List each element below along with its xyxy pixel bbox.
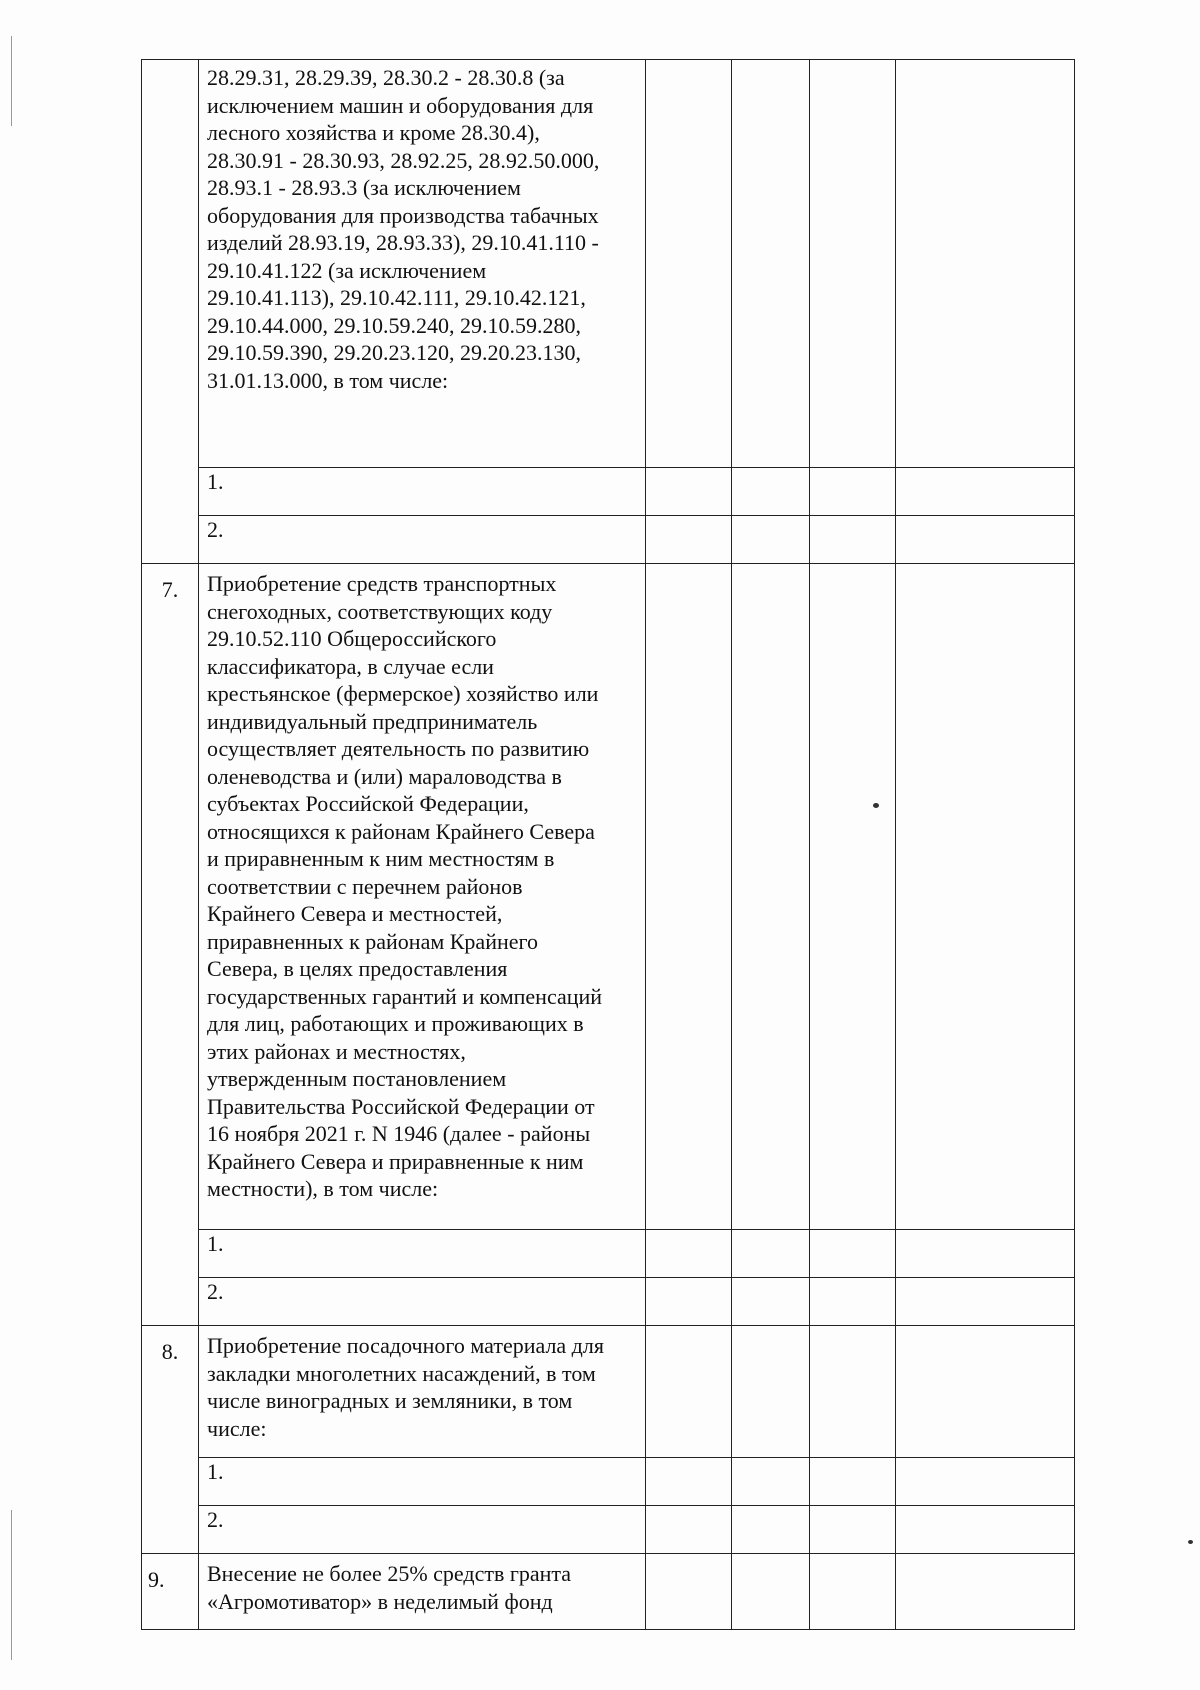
subrow-number: 2. xyxy=(199,1506,646,1554)
table-cell xyxy=(646,516,732,564)
table-cell xyxy=(896,1506,1075,1554)
table-row xyxy=(142,564,1075,1230)
table-cell xyxy=(646,1326,732,1458)
table-cell xyxy=(810,516,896,564)
scan-edge-line xyxy=(11,36,12,126)
table-cell xyxy=(896,516,1075,564)
table-subrow xyxy=(142,1458,1075,1506)
table-cell xyxy=(646,1554,732,1630)
table-subrow xyxy=(142,468,1075,516)
subrow-number: 1. xyxy=(199,1230,646,1278)
scan-speck xyxy=(1188,1540,1193,1544)
table-cell xyxy=(732,60,810,468)
table-cell xyxy=(646,564,732,1230)
table-cell xyxy=(810,564,896,1230)
table-row xyxy=(142,60,1075,468)
subrow-number: 1. xyxy=(199,468,646,516)
table-cell xyxy=(732,468,810,516)
table-cell xyxy=(732,1458,810,1506)
row-number xyxy=(142,60,199,564)
row-description: 28.29.31, 28.29.39, 28.30.2 - 28.30.8 (за исключением машин и оборудования для лесного хозяйства и кроме 28.30.4), 28.30.91 - 28.30.93, 28.92.25, 28.92.50.000, 28.93.1 - 28.93.3 (за исключением оборудования для производства табачных изделий 28.93.19, 28.93.33), 29.10.41.110 - 29.10.41.122 (за исключением 29.10.41.113), 29.10.42.111, 29.10.42.121, 29.10.44.000, 29.10.59.240, 29.10.59.280, 29.10.59.390, 29.20.23.120, 29.20.23.130, 31.01.13.000, в том числе: xyxy=(199,60,646,468)
table-subrow xyxy=(142,1230,1075,1278)
table-cell xyxy=(732,516,810,564)
table-cell xyxy=(810,1458,896,1506)
table-cell xyxy=(646,1506,732,1554)
table-cell xyxy=(810,1506,896,1554)
table-row xyxy=(142,1554,1075,1630)
subrow-number: 2. xyxy=(199,1278,646,1326)
table-cell xyxy=(732,1326,810,1458)
table-cell xyxy=(732,1554,810,1630)
table-cell xyxy=(810,468,896,516)
table-cell xyxy=(896,1458,1075,1506)
table-cell xyxy=(896,468,1075,516)
table-cell xyxy=(810,1278,896,1326)
table-cell xyxy=(896,60,1075,468)
table-cell xyxy=(896,1278,1075,1326)
row-number: 7. xyxy=(142,564,199,1326)
table-cell xyxy=(896,564,1075,1230)
table-cell xyxy=(732,564,810,1230)
table-cell xyxy=(896,1230,1075,1278)
table-cell xyxy=(646,1230,732,1278)
row-description: Приобретение посадочного материала для закладки многолетних насаждений, в том числе виноградных и земляники, в том числе: xyxy=(199,1326,646,1458)
table-cell xyxy=(646,468,732,516)
table-cell xyxy=(810,1554,896,1630)
table-cell xyxy=(732,1230,810,1278)
table-subrow xyxy=(142,516,1075,564)
table-cell xyxy=(732,1506,810,1554)
table-cell xyxy=(896,1326,1075,1458)
table-subrow xyxy=(142,1506,1075,1554)
table-cell xyxy=(732,1278,810,1326)
table-cell xyxy=(810,1326,896,1458)
table-cell xyxy=(646,60,732,468)
scan-edge-line xyxy=(11,1510,12,1660)
row-number: 9. xyxy=(142,1554,199,1630)
table-cell xyxy=(896,1554,1075,1630)
row-number: 8. xyxy=(142,1326,199,1554)
table-cell xyxy=(810,1230,896,1278)
subrow-number: 1. xyxy=(199,1458,646,1506)
row-description: Внесение не более 25% средств гранта «Агромотиватор» в неделимый фонд xyxy=(199,1554,646,1630)
table-subrow xyxy=(142,1278,1075,1326)
row-description: Приобретение средств транспортных снегоходных, соответствующих коду 29.10.52.110 Общероссийского классификатора, в случае если крестьянское (фермерское) хозяйство или индивидуальный предприниматель осуществляет деятельность по развитию оленеводства и (или) мараловодства в субъектах Российской Федерации, относящихся к районам Крайнего Севера и приравненным к ним местностям в соответствии с перечнем районов Крайнего Севера и местностей, приравненных к районам Крайнего Севера, в целях предоставления государственных гарантий и компенсаций для лиц, работающих и проживающих в этих районах и местностях, утвержденным постановлением Правительства Российской Федерации от 16 ноября 2021 г. N 1946 (далее - районы Крайнего Севера и приравненные к ним местности), в том числе: xyxy=(199,564,646,1230)
table-cell xyxy=(646,1278,732,1326)
table-cell xyxy=(646,1458,732,1506)
table-row xyxy=(142,1326,1075,1458)
grant-expense-table xyxy=(141,59,1075,1630)
subrow-number: 2. xyxy=(199,516,646,564)
table-cell xyxy=(810,60,896,468)
